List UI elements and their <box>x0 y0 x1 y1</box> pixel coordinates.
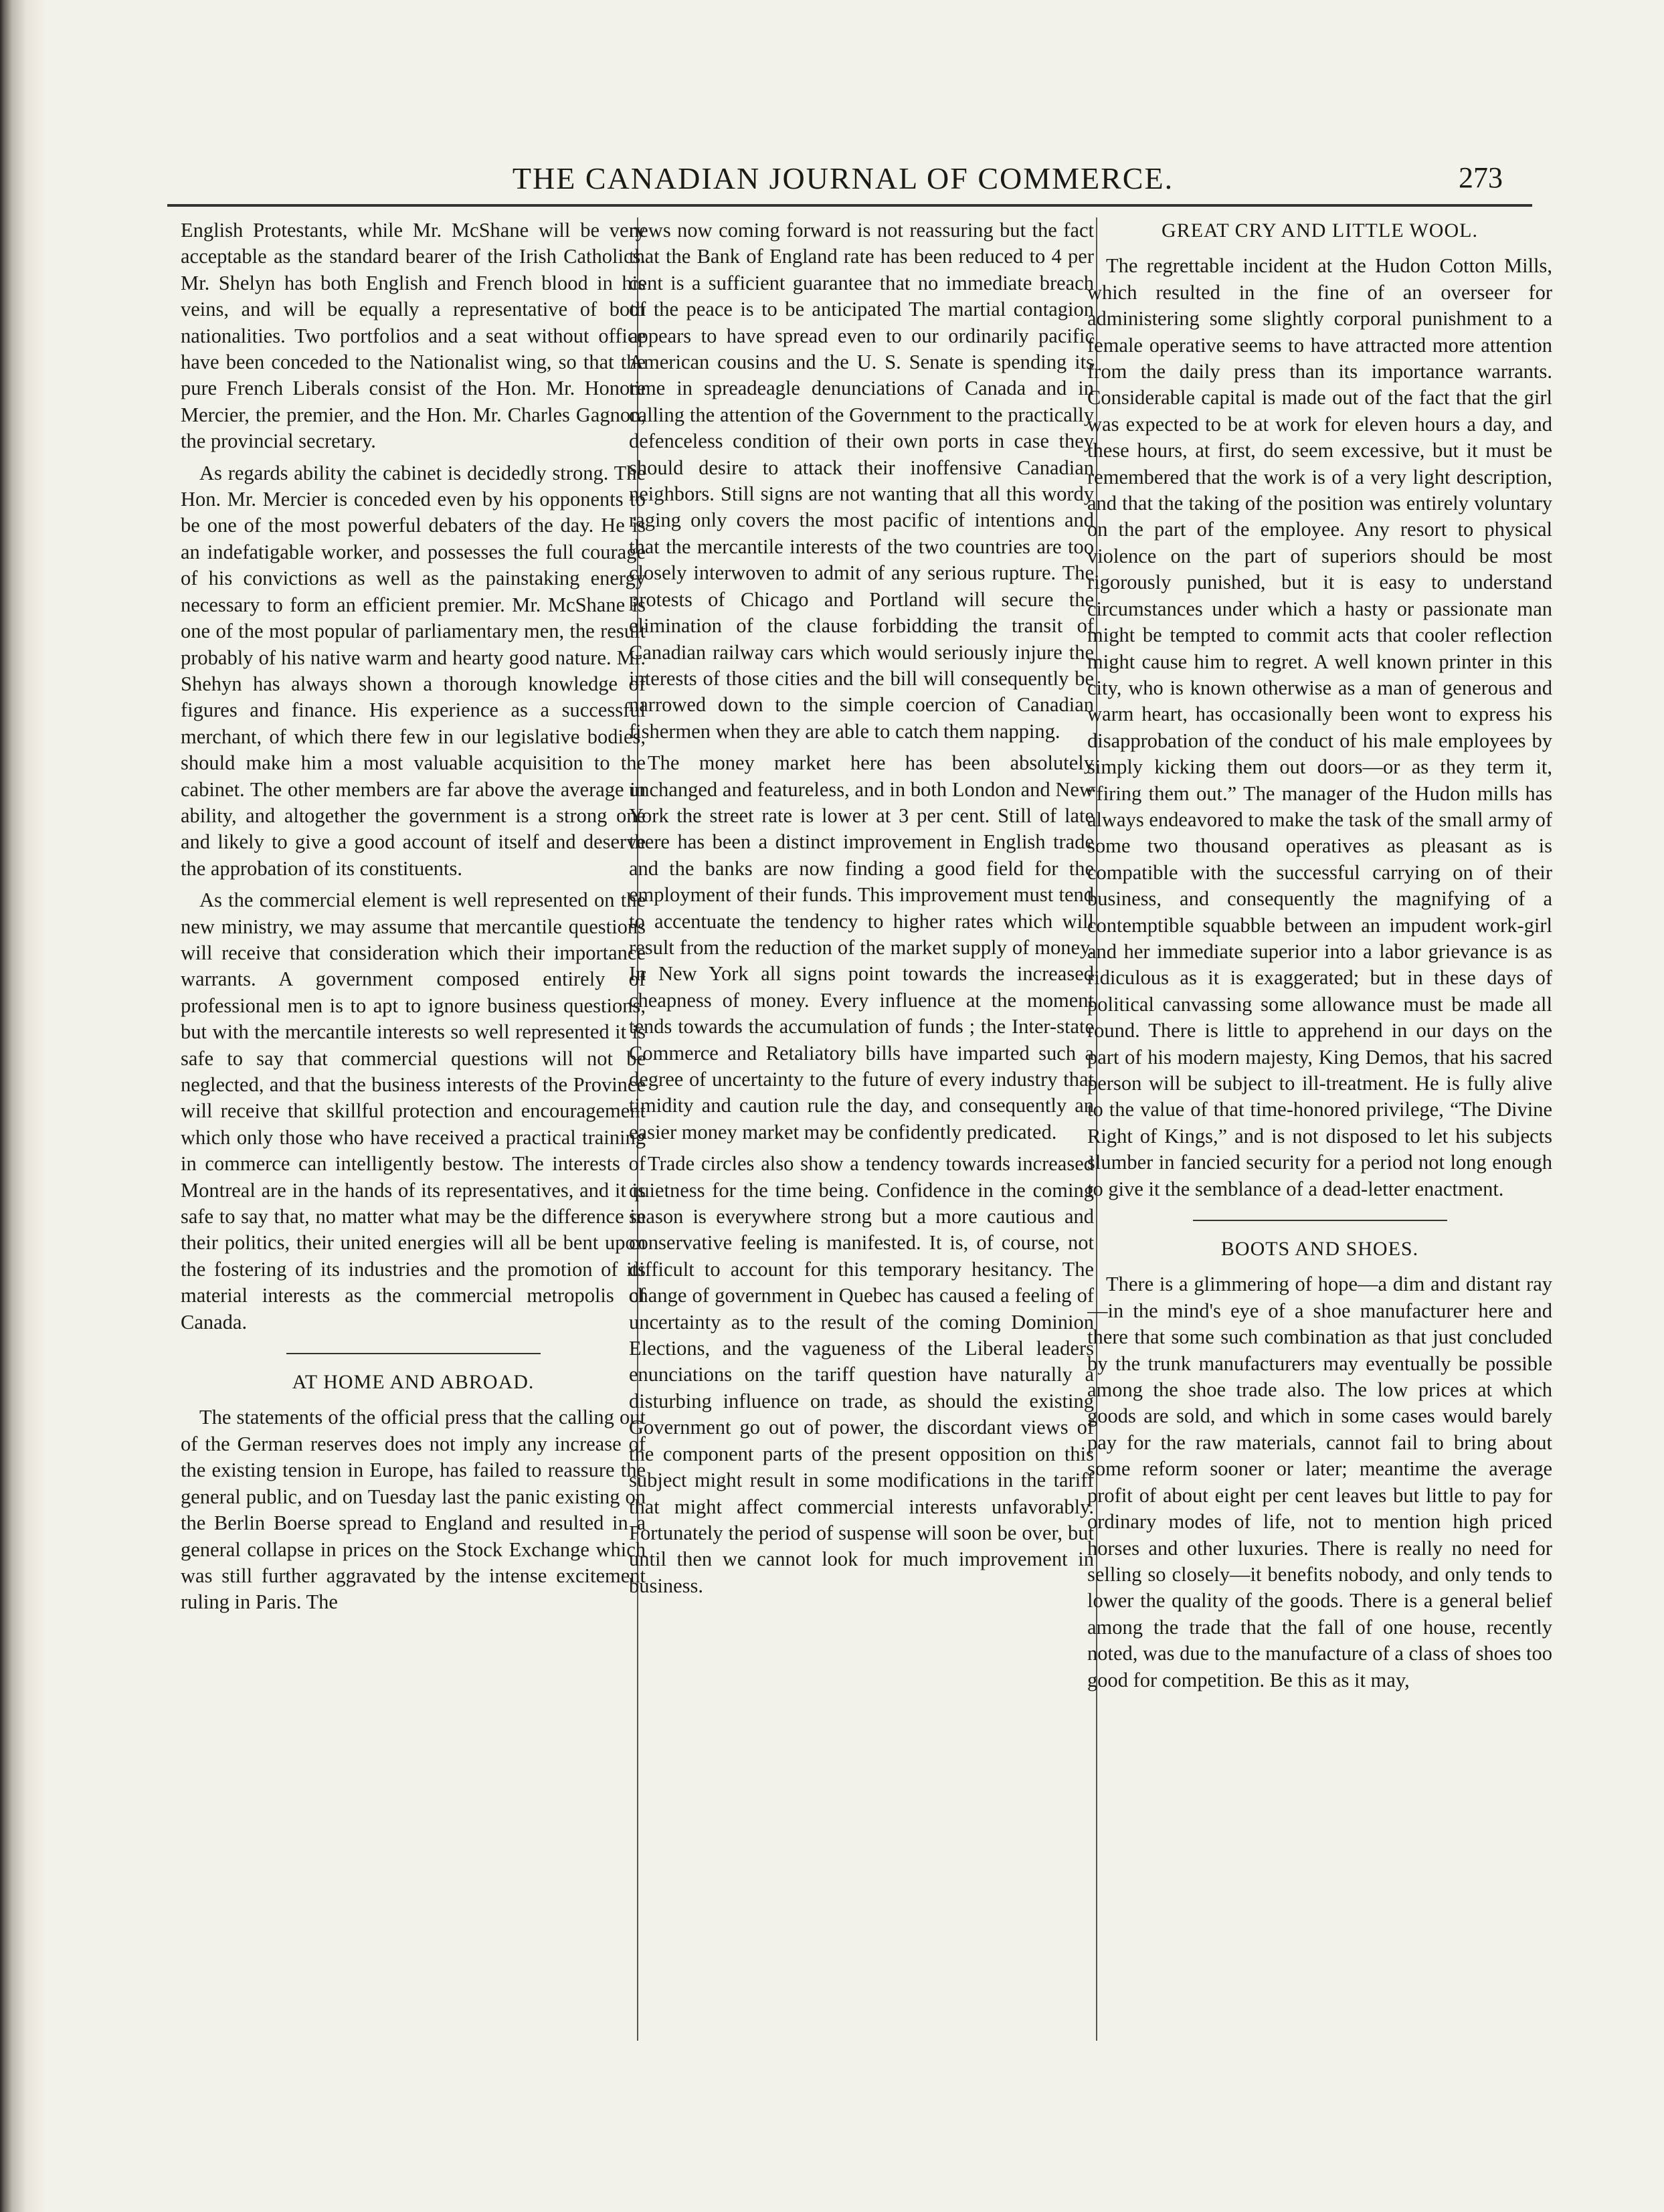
article-paragraph: There is a glimmering of hope—a dim and distant ray—in the mind's eye of a shoe manufacturer here and there that some such combination as that just concluded by the trunk manufacturers may eventually be possible among the shoe trade also. The low prices at which goods are sold, and which in some cases would barely pay for the raw materials, cannot fail to bring about some reform sooner or later; meantime the average profit of about eight per cent leaves but little to pay for ordinary modes of life, not to mention high priced horses and other luxuries. There is really no need for selling so closely—it benefits nobody, and only tends to lower the quality of the goods. There is a general belief among the trade that the fall of one house, recently noted, was due to the manufacture of a class of shoes too good for competition. Be this as it may, <box>1087 1273 1552 1691</box>
article-paragraph: Trade circles also show a tendency towards increased quietness for the time being. Confidence in the coming season is everywhere strong but a more cautious and conservative feeling is manifested. It is, of course, not difficult to account for this temporary hesitancy. The change of government in Quebec has caused a feeling of uncertainty as to the result of the coming Dominion Elections, and the vagueness of the Liberal leaders enunciations on the tariff question have naturally a disturbing influence on trade, as should the existing Government go out of power, the discordant views of the component parts of the present opposition on this subject might result in some modifications in the tariff that might affect commercial interests unfavorably. Fortunately the period of suspense will soon be over, but until then we cannot look for much improvement in business. <box>629 1152 1094 1597</box>
section-title-great-cry: GREAT CRY AND LITTLE WOOL. <box>1162 219 1478 242</box>
section-rule <box>1193 1220 1447 1221</box>
binding-edge <box>0 0 47 2212</box>
page-number: 273 <box>1459 161 1503 194</box>
column-3 <box>1087 217 1552 2037</box>
column-1 <box>181 217 646 2037</box>
column-2 <box>629 217 1094 2037</box>
article-paragraph: English Protestants, while Mr. McShane will be very acceptable as the standard bearer of the Irish Catholics. Mr. Shelyn has both English and French blood in his veins, and will be equally a representative of both nationalities. Two portfolios and a seat without office have been conceded to the Nationalist wing, so that the pure French Liberals consist of the Hon. Mr. Honore Mercier, the premier, and the Hon. Mr. Charles Gagnon, the provincial secretary. <box>181 219 646 453</box>
article-paragraph: The statements of the official press that the calling out of the German reserves does not imply any increase of the existing tension in Europe, has failed to reassure the general public, and on Tuesday last the panic existing on the Berlin Boerse spread to England and resulted in a general collapse in prices on the Stock Exchange which was still further aggravated by the intense excitement ruling in Paris. The <box>181 1406 646 1614</box>
section-title-at-home-and-abroad: AT HOME AND ABROAD. <box>292 1371 535 1394</box>
section-title-boots-and-shoes: BOOTS AND SHOES. <box>1220 1238 1419 1261</box>
section-rule <box>286 1353 541 1354</box>
article-paragraph: The regrettable incident at the Hudon Cotton Mills, which resulted in the fine of an overseer for administering some slightly corporal punishment to a female operative seems to have attracted more attention from the daily press than its importance warrants. Considerable capital is made out of the fact that the girl was expected to be at work for eleven hours a day, and these hours, at first, do seem excessive, but it must be remembered that the work is of a very light description, and that the taking of the position was entirely voluntary on the part of the employee. Any resort to physical violence on the part of superiors should be most rigorously punished, but it is easy to understand circumstances under which a hasty or passionate man might be tempted to commit acts that cooler reflection might cause him to regret. A well known printer in this city, who is known otherwise as a man of generous and warm heart, has occasionally been wont to express his disapprobation of the conduct of his male employees by simply kicking them out doors—or as they term it, “firing them out.” The manager of the Hudon mills has always endeavored to make the task of the small army of some two thousand operatives as pleasant as is compatible with the successful carrying on of their business, and consequently the magnifying of a contemptible squabble between an impudent work-girl and her immediate superior into a labor grievance is as ridiculous as it is exaggerated; but in these days of political canvassing some allowance must be made all round. There is little to apprehend in our days on the part of his modern majesty, King Demos, that his sacred person will be subject to ill-treatment. He is fully alive to the value of that time-honored privilege, “The Divine Right of Kings,” and is not disposed to let his subjects slumber in fancied security for a period not long enough to give it the semblance of a dead-letter enactment. <box>1087 254 1552 1200</box>
header-rule <box>167 204 1532 207</box>
article-paragraph: As regards ability the cabinet is decidedly strong. The Hon. Mr. Mercier is conceded even by his opponents to be one of the most powerful debaters of the day. He is an indefatigable worker, and possesses the full courage of his convictions as well as the painstaking energy necessary to form an efficient premier. Mr. McShane is one of the most popular of parliamentary men, the result probably of his native warm and hearty good nature. Mr. Shehyn has always shown a thorough knowledge of figures and finance. His experience as a successful merchant, of which there few in our legislative bodies, should make him a most valuable acquisition to the cabinet. The other members are far above the average in ability, and altogether the government is a strong one and likely to give a good account of itself and deserve the approbation of its constituents. <box>181 461 646 880</box>
article-paragraph: As the commercial element is well represented on the new ministry, we may assume that mercantile questions will receive that consideration which their importance warrants. A government composed entirely of professional men is to apt to ignore business questions, but with the mercantile interests so well represented it is safe to say that commercial questions will not be neglected, and that the business interests of the Province will receive that skillful protection and encouragement which only those who have received a practical training in commerce can intelligently bestow. The interests of Montreal are in the hands of its representatives, and it is safe to say that, no matter what may be the difference in their politics, their united energies will all be bent upon the fostering of its industries and the promotion of its material interests as the commercial metropolis of Canada. <box>181 889 646 1333</box>
article-paragraph: The money market here has been absolutely unchanged and featureless, and in both London and New York the street rate is lower at 3 per cent. Still of late there has been a distinct improvement in English trade and the banks are now finding a good field for the employment of their funds. This improvement must tend to accentuate the tendency to higher rates which will result from the reduction of the market supply of money. In New York all signs point towards the increased cheapness of money. Every influence at the moment tends towards the accumulation of funds ; the Inter-state Commerce and Retaliatory bills have imparted such a degree of uncertainty to the future of every industry that timidity and caution rule the day, and consequently an easier money market may be confidently predicated. <box>629 751 1094 1143</box>
article-paragraph: news now coming forward is not reassuring but the fact that the Bank of England rate has been reduced to 4 per cent is a sufficient guarantee that no immediate breach of the peace is to be anticipated The martial contagion appears to have spread even to our ordinarily pacific American cousins and the U. S. Senate is spending its time in spreadeagle denunciations of Canada and in calling the attention of the Government to the practically defenceless condition of their own ports in case they should desire to attack their inoffensive Canadian neighbors. Still signs are not wanting that all this wordy raging only covers the most pacific of intentions and that the mercantile interests of the two countries are too closely interwoven to admit of any serious rupture. The protests of Chicago and Portland will secure the elimination of the clause forbidding the transit of Canadian railway cars which would seriously injure the interests of those cities and the bill will consequently be narrowed down to the simple coercion of Canadian fishermen when they are able to catch them napping. <box>629 219 1094 743</box>
journal-title: THE CANADIAN JOURNAL OF COMMERCE. <box>512 161 1174 195</box>
